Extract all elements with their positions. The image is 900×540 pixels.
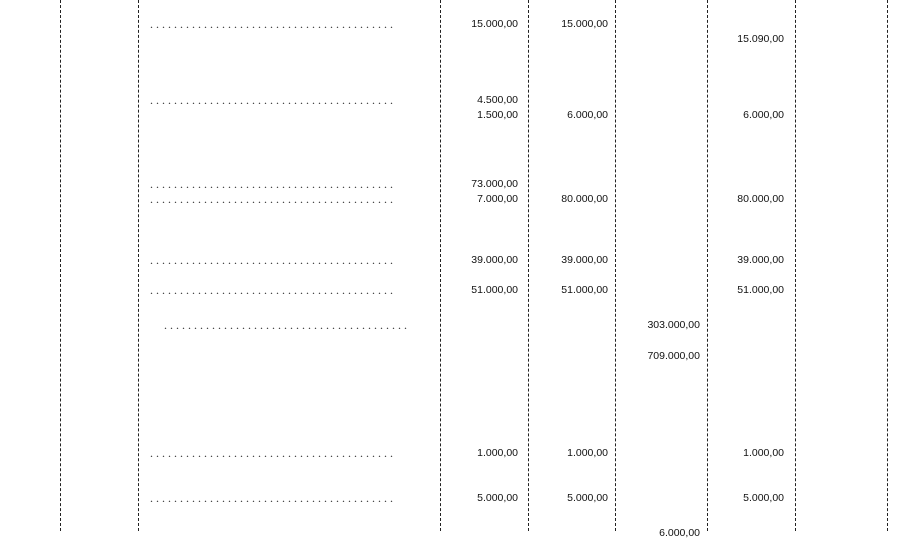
amount-c4: 1.000,00: [743, 446, 784, 459]
amount-c3: 303.000,00: [647, 318, 700, 331]
amount-c3: 6.000,00: [659, 526, 700, 539]
amount-c4: 5.000,00: [743, 492, 784, 505]
dot-leader: . . . . . . . . . . . . . . . . . . . . . . . . . . . . . . . . . . . . . . . . .: [150, 252, 393, 267]
dot-leader: . . . . . . . . . . . . . . . . . . . . . . . . . . . . . . . . . . . . . . . . .: [150, 177, 393, 192]
rule-after-ref: [138, 0, 139, 531]
amount-c4: 80.000,00: [737, 193, 784, 206]
amount-c2: 80.000,00: [561, 193, 608, 206]
amount-c1: 4.500,00: [477, 93, 518, 106]
dot-leader: . . . . . . . . . . . . . . . . . . . . . . . . . . . . . . . . . . . . . . . . .: [150, 445, 393, 460]
amount-c1: 1.500,00: [477, 108, 518, 121]
amount-c1: 73.000,00: [471, 178, 518, 191]
amount-c4: 6.000,00: [743, 108, 784, 121]
amount-c3: 709.000,00: [647, 350, 700, 363]
amount-c2: 51.000,00: [561, 283, 608, 296]
amount-c2: 5.000,00: [567, 492, 608, 505]
amount-c4: 15.090,00: [737, 33, 784, 46]
amount-c1: 15.000,00: [471, 18, 518, 31]
dot-leader: . . . . . . . . . . . . . . . . . . . . . . . . . . . . . . . . . . . . . . . . .: [150, 282, 393, 297]
amount-c1: 7.000,00: [477, 193, 518, 206]
amount-c4: 51.000,00: [737, 283, 784, 296]
amount-c2: 39.000,00: [561, 253, 608, 266]
rule-after-col2: [615, 0, 616, 531]
amount-c2: 6.000,00: [567, 108, 608, 121]
dot-leader: . . . . . . . . . . . . . . . . . . . . . . . . . . . . . . . . . . . . . . . . .: [150, 17, 393, 32]
rule-right-edge: [887, 0, 888, 531]
amount-c4: 39.000,00: [737, 253, 784, 266]
amount-c1: 39.000,00: [471, 253, 518, 266]
amount-c1: 1.000,00: [477, 446, 518, 459]
dot-leader: . . . . . . . . . . . . . . . . . . . . . . . . . . . . . . . . . . . . . . . . .: [150, 92, 393, 107]
dot-leader: . . . . . . . . . . . . . . . . . . . . . . . . . . . . . . . . . . . . . . . . .: [150, 491, 393, 506]
amount-c1: 51.000,00: [471, 283, 518, 296]
amount-c1: 5.000,00: [477, 492, 518, 505]
dot-leader: . . . . . . . . . . . . . . . . . . . . . . . . . . . . . . . . . . . . . . . . .: [164, 317, 407, 332]
rule-after-col4: [795, 0, 796, 531]
amount-c2: 1.000,00: [567, 446, 608, 459]
amount-c2: 15.000,00: [561, 18, 608, 31]
dot-leader: . . . . . . . . . . . . . . . . . . . . . . . . . . . . . . . . . . . . . . . . .: [150, 192, 393, 207]
rule-after-code: [60, 0, 61, 531]
